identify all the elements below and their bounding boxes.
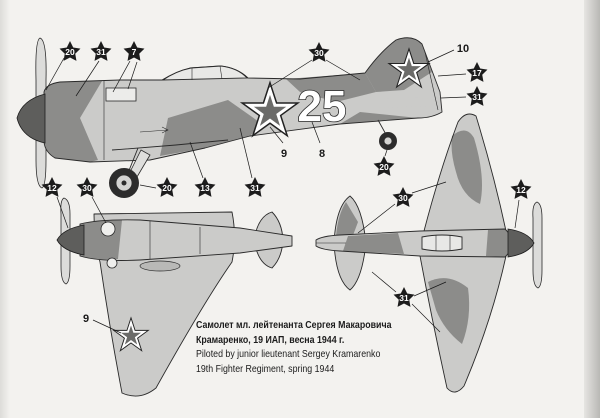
callout-number: 7 [131,47,137,58]
callout-number: 31 [96,47,106,58]
plain-label: 10 [456,43,470,55]
exhaust-panel [106,88,136,101]
callout-number: 12 [516,185,526,196]
underside-camo-nose [80,220,122,260]
callout-star [124,41,145,61]
tail-wheel-hub [384,137,392,145]
leader-line [385,150,387,156]
callout-number: 20 [65,47,75,58]
caption-en-line-1: Piloted by junior lieutenant Sergey Kramarenko [196,348,381,360]
callout-star [91,41,112,61]
leader-line [428,50,454,62]
top-canopy [422,235,462,251]
tactical-number: 25 [297,82,347,131]
top-propeller-blade [533,202,542,288]
callout-star [195,177,216,197]
callout-star [77,177,98,197]
scheme-caption [196,318,391,376]
top-spinner [508,229,534,257]
leader-line [140,185,156,188]
callout-number: 13 [200,183,210,194]
caption-en-line-2: 19th Fighter Regiment, spring 1944 [196,362,335,375]
callout-number: 30 [82,183,92,194]
top-camo-rear-fuselage [343,233,404,254]
callout-star [374,156,395,176]
callout-star [245,177,266,197]
leader-line [441,97,466,98]
callout-star [467,62,488,82]
caption-ru-line-1: Самолет мл. лейтенанта Сергея Макаровича [196,319,392,331]
plain-label: 8 [318,148,326,160]
callout-number: 31 [472,92,482,103]
leader-line [515,200,519,228]
callout-star [309,42,330,62]
callout-star [60,41,81,61]
callout-star [157,177,178,197]
callout-star [511,179,532,199]
callout-number: 30 [398,193,408,204]
callout-number: 17 [472,68,482,79]
main-wheel-axle [122,181,127,186]
plain-label: 9 [82,313,90,325]
callout-number: 31 [250,183,260,194]
leader-line [438,74,466,76]
callout-star [394,287,415,307]
callout-star [393,187,414,207]
callout-number: 31 [399,293,409,304]
callout-star [467,86,488,106]
caption-ru-line-2: Крамаренко, 19 ИАП, весна 1944 г. [196,333,345,346]
plain-label: 9 [280,148,288,160]
callout-number: 30 [314,48,324,59]
oil-cooler-intake [101,222,115,236]
callout-number: 20 [162,183,172,194]
side-canopy [163,66,247,80]
callout-number: 20 [379,162,389,173]
side-spinner [17,94,45,143]
callout-number: 12 [47,183,57,194]
underside-intake [107,258,117,268]
gear-bay [140,261,180,271]
